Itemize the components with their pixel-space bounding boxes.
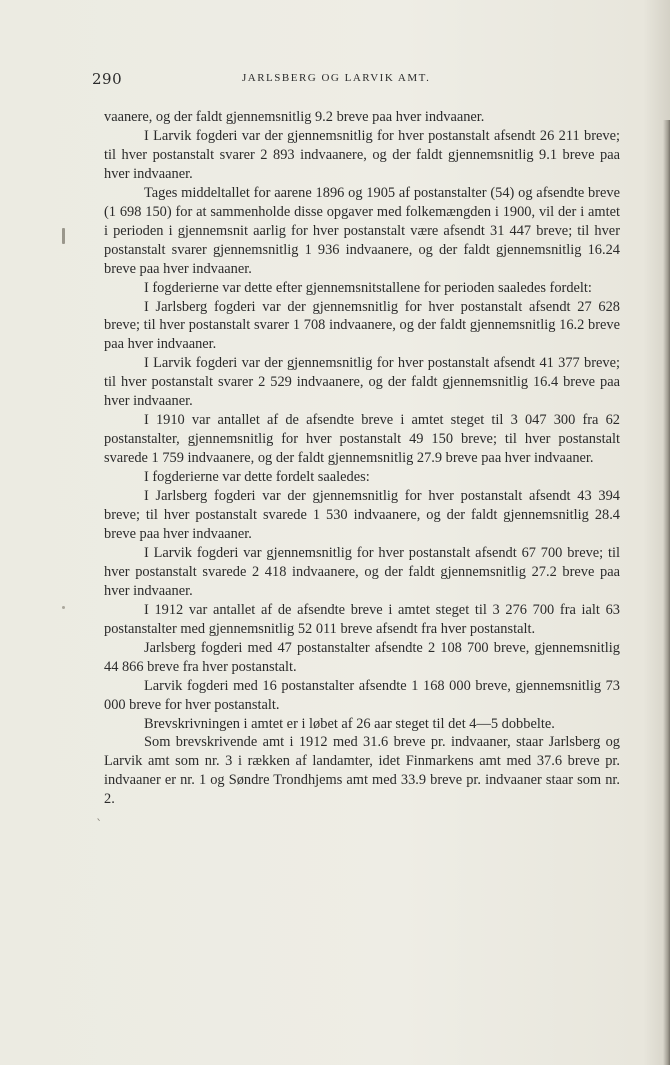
paragraph: Som brevskrivende amt i 1912 med 31.6 breve pr. indvaaner, staar Jarlsberg og Larvik amt som nr. 3 i rækken af landamter, idet Finmarkens amt med 37.6 breve pr. indvaaner er nr. 1 og Søndre Trondhjems amt med 33.9 breve pr. indvaaner staar som nr. 2.	[104, 734, 620, 808]
paragraph: I Larvik fogderi var der gjennemsnitlig for hver postanstalt afsendt 26 211 breve; til hver postanstalt svarer 2 893 indvaanere, og der faldt gjennemsnitlig 9.1 breve paa hver indvaaner.	[104, 127, 620, 182]
page-edge-shadow	[663, 120, 670, 1065]
margin-tick: `	[96, 818, 103, 833]
paragraph: I 1912 var antallet af de afsendte breve i amtet steget til 3 276 700 fra ialt 63 postanstalter med gjennemsnitlig 52 011 breve afsendt fra hver postanstalt.	[104, 601, 620, 637]
paragraph: I Larvik fogderi var gjennemsnitlig for hver postanstalt afsendt 67 700 breve; til hver postanstalt svarede 2 418 indvaanere, og der faldt gjennemsnitlig 27.2 breve paa hver indvaaner.	[104, 544, 620, 599]
paragraph: Jarlsberg fogderi med 47 postanstalter afsendte 2 108 700 breve, gjennemsnitlig 44 866 breve fra hver postanstalt.	[104, 639, 620, 675]
page-header	[92, 70, 492, 90]
margin-dot	[62, 606, 65, 609]
paragraph: I Jarlsberg fogderi var der gjennemsnitlig for hver postanstalt afsendt 27 628 breve; til hver postanstalt svarer 1 708 indvaanere, og der faldt gjennemsnitlig 16.2 breve paa hver indvaaner.	[104, 298, 620, 353]
running-head: JARLSBERG OG LARVIK AMT.	[242, 72, 431, 84]
margin-mark	[62, 228, 65, 244]
paragraph: Larvik fogderi med 16 postanstalter afsendte 1 168 000 breve, gjennemsnitlig 73 000 breve for hver postanstalt.	[104, 677, 620, 713]
paragraph: Tages middeltallet for aarene 1896 og 1905 af postanstalter (54) og afsendte breve (1 698 150) for at sammenholde disse opgaver med folkemængden i 1900, vil der i amtet i perioden i gjennemsnit aarlig for hver postanstalt være afsendt 31 447 breve; til hver postanstalt svarer gjennemsnitlig 1 936 indvaanere, og der faldt gjennemsnitlig 16.24 breve paa hver indvaaner.	[104, 184, 620, 277]
paragraph: I Larvik fogderi var der gjennemsnitlig for hver postanstalt afsendt 41 377 breve; til hver postanstalt svarer 2 529 indvaanere, og der faldt gjennemsnitlig 16.4 breve paa hver indvaaner.	[104, 355, 620, 410]
paragraph: Brevskrivningen i amtet er i løbet af 26 aar steget til det 4—5 dobbelte.	[144, 715, 555, 732]
body-text	[104, 108, 620, 809]
paragraph: I Jarlsberg fogderi var der gjennemsnitlig for hver postanstalt afsendt 43 394 breve; til hver postanstalt svarede 1 530 indvaanere, og der faldt gjennemsnitlig 28.4 breve paa hver indvaaner.	[104, 488, 620, 542]
paragraph: I 1910 var antallet af de afsendte breve i amtet steget til 3 047 300 fra 62 postanstalter, gjennemsnitlig for hver postanstalt 49 150 breve; til hver postanstalt svarede 1 759 indvaanere, og der faldt gjennemsnitlig 27.9 breve paa hver indvaaner.	[104, 412, 620, 467]
page-number: 290	[92, 70, 123, 88]
paragraph: vaanere, og der faldt gjennemsnitlig 9.2 breve paa hver indvaaner.	[104, 109, 485, 125]
paragraph: I fogderierne var dette efter gjennemsnitstallene for perioden saaledes fordelt:	[144, 279, 592, 296]
paragraph: I fogderierne var dette fordelt saaledes:	[144, 469, 370, 486]
